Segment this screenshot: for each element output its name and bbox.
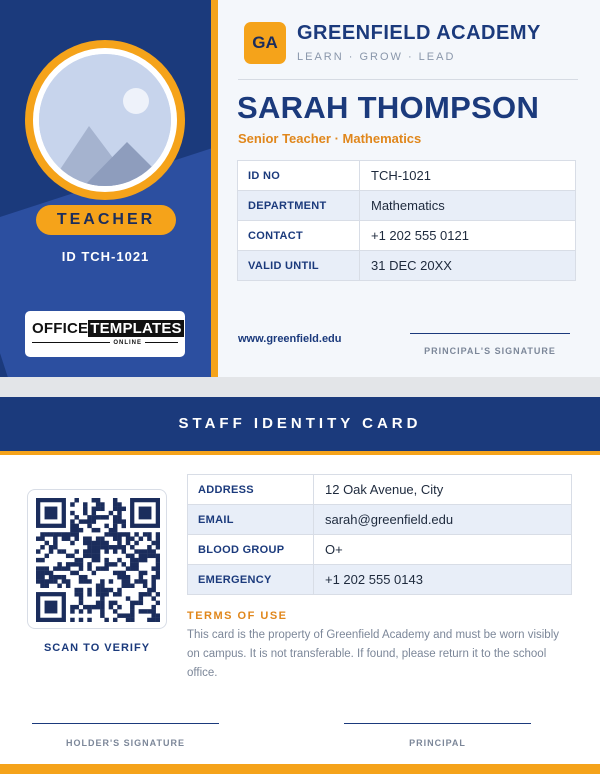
table-row xyxy=(238,191,576,221)
qr-code-icon[interactable] xyxy=(36,498,160,622)
table-row xyxy=(188,565,572,595)
detail-value: 31 DEC 20XX xyxy=(360,251,576,281)
table-row xyxy=(188,505,572,535)
detail-label: CONTACT xyxy=(238,221,360,251)
school-tagline: LEARN · GROW · LEAD xyxy=(297,51,456,63)
detail-label: VALID UNTIL xyxy=(238,251,360,281)
scan-label: SCAN TO VERIFY xyxy=(43,642,151,654)
detail-label: DEPARTMENT xyxy=(238,191,360,221)
principal-label: PRINCIPAL xyxy=(409,738,466,748)
brand-part-2: TEMPLATES xyxy=(90,320,182,337)
table-row xyxy=(238,251,576,281)
school-name: GREENFIELD ACADEMY xyxy=(297,22,541,44)
website-link[interactable]: www.greenfield.edu xyxy=(238,333,342,345)
accent-stripe xyxy=(0,451,600,455)
person-title: Senior Teacher · Mathematics xyxy=(238,131,422,146)
terms-title: TERMS OF USE xyxy=(187,610,288,622)
detail-value: TCH-1021 xyxy=(360,161,576,191)
holder-signature-label: HOLDER'S SIGNATURE xyxy=(66,738,185,748)
holder-signature-line xyxy=(32,723,219,724)
detail-label: EMERGENCY xyxy=(188,565,314,595)
photo-placeholder-icon xyxy=(39,54,171,186)
detail-value: O+ xyxy=(314,535,572,565)
detail-value: +1 202 555 0121 xyxy=(360,221,576,251)
back-header: STAFF IDENTITY CARD xyxy=(0,397,600,451)
footer-stripe xyxy=(0,764,600,774)
detail-value: +1 202 555 0143 xyxy=(314,565,572,595)
detail-value: 12 Oak Avenue, City xyxy=(314,475,572,505)
brand-sub: ONLINE xyxy=(110,340,145,346)
back-details-table xyxy=(187,474,572,595)
divider xyxy=(238,79,578,80)
detail-label: BLOOD GROUP xyxy=(188,535,314,565)
role-badge: TEACHER xyxy=(36,205,176,235)
brand-logo xyxy=(25,311,185,357)
principal-signature-label: PRINCIPAL'S SIGNATURE xyxy=(424,346,556,356)
detail-value: sarah@greenfield.edu xyxy=(314,505,572,535)
card-front xyxy=(0,0,600,377)
photo-frame xyxy=(25,40,185,200)
table-row xyxy=(238,221,576,251)
table-row xyxy=(188,535,572,565)
detail-label: ID NO xyxy=(238,161,360,191)
school-logo: GA xyxy=(244,22,286,64)
brand-part-1: OFFICE xyxy=(32,320,89,337)
front-details-table xyxy=(237,160,576,281)
principal-signature-line xyxy=(410,333,570,334)
table-row xyxy=(188,475,572,505)
detail-label: EMAIL xyxy=(188,505,314,535)
detail-value: Mathematics xyxy=(360,191,576,221)
card-back xyxy=(0,397,600,774)
accent-stripe xyxy=(211,0,218,377)
detail-label: ADDRESS xyxy=(188,475,314,505)
left-id-number: ID TCH-1021 xyxy=(61,249,150,264)
qr-code-frame xyxy=(27,489,167,629)
person-name: SARAH THOMPSON xyxy=(237,90,540,125)
table-row xyxy=(238,161,576,191)
principal-line xyxy=(344,723,531,724)
front-left-panel xyxy=(0,0,211,377)
terms-text: This card is the property of Greenfield Academy and must be worn visibly on campus. It is not transferable. If found, please return it to the school office. xyxy=(187,629,560,679)
